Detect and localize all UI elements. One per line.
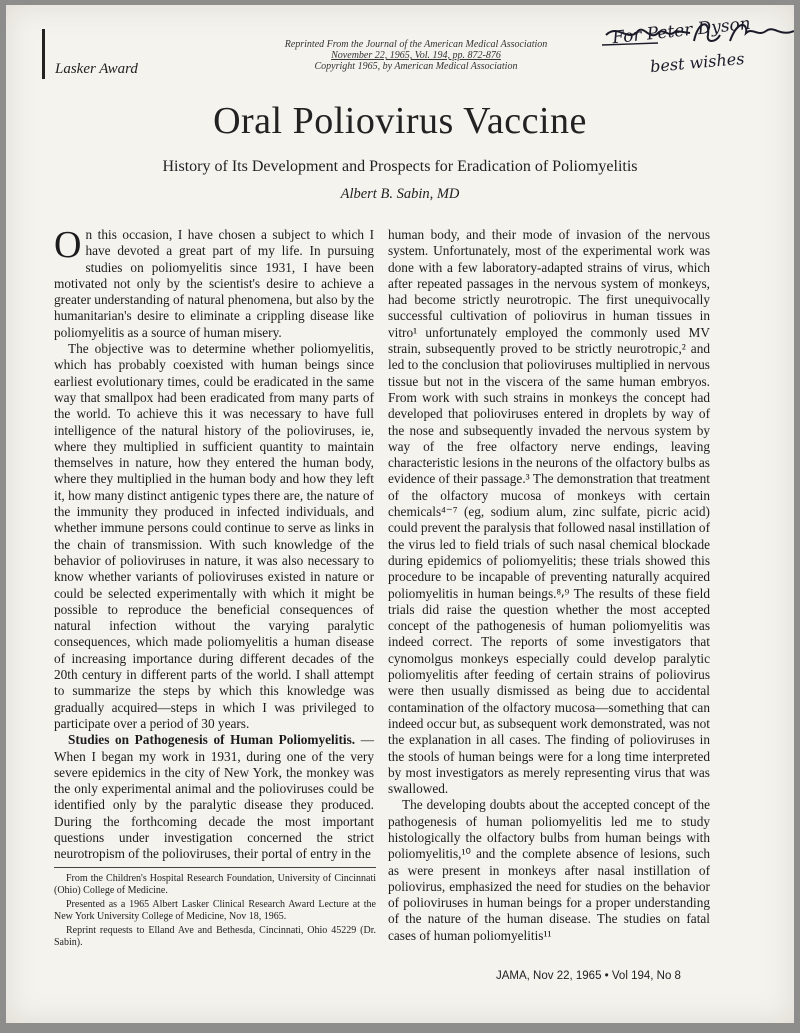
paragraph-text: n this occasion, I have chosen a subject to which I have devoted a great part of my life. In pursuing studies on poliomyelitis since 1931, I have been motivated not only by the scientist's desire to achieve a greater understanding of natural phenomena, but also by the humanitarian's desire to eliminate a crippling disease like poliomyelitis as a source of human misery.: [54, 227, 374, 340]
article-author: Albert B. Sabin, MD: [340, 186, 460, 202]
footnote: From the Children's Hospital Research Foundation, University of Cincinnati (Ohio) College of Medicine.: [54, 873, 376, 896]
paragraph-text: —When I began my work in 1931, during one of the very severe epidemics in the city of New York, the monkey was the only experimental animal and the polioviruses could be identified only by the paralytic disease they produced. During the forthcoming decade the most important questions under investigation concerned the strict neurotropism of the polioviruses, their portal of entry in the: [54, 732, 375, 862]
section-heading: Studies on Pathogenesis of Human Poliomyelitis.: [68, 732, 356, 748]
document-page: [6, 5, 794, 1023]
reprint-citation: November 22, 1965, Vol. 194, pp. 872-876: [331, 50, 501, 61]
reprint-notice: [246, 39, 586, 72]
footnote-divider: [54, 867, 376, 868]
journal-footer: JAMA, Nov 22, 1965 • Vol 194, No 8: [496, 970, 681, 982]
paragraph: [54, 732, 374, 862]
paragraph: The developing doubts about the accepted concept of the pathogenesis of human poliomyelitis led me to study histologically the olfactory bulbs from human beings with poliomyelitis,¹⁰ and the complete absence of lesions, such as were present in monkeys after nasal instillation of poliovirus, emphasized the need for studies on the behavior of polioviruses in human beings for a proper understanding of the nature of the human disease. The studies on fatal cases of human poliomyelitis¹¹: [388, 797, 710, 943]
reprint-line: Reprinted From the Journal of the American Medical Association: [284, 39, 548, 50]
footnotes: [54, 873, 376, 951]
inscription-wishes: best wishes: [649, 48, 746, 77]
handwritten-inscription: [598, 13, 794, 109]
inscription-dedication: For Peter Dyson: [611, 13, 752, 49]
article-subtitle: History of Its Development and Prospects for Eradication of Poliomyelitis: [162, 158, 638, 175]
footnote: Presented as a 1965 Albert Lasker Clinical Research Award Lecture at the New York University College of Medicine, Nov 18, 1965.: [54, 899, 376, 922]
left-column: [54, 224, 375, 863]
section-label: Lasker Award: [55, 61, 138, 77]
article-title: Oral Poliovirus Vaccine: [213, 100, 587, 142]
paragraph: The objective was to determine whether poliomyelitis, which has probably coexisted with human beings since earliest evolutionary times, could be eradicated in the same way that smallpox had been eradicated from many parts of the world. To achieve this it was necessary to have full intelligence of the natural history of the polioviruses, ie, where they multiplied in sufficient quantity to maintain themselves in nature, how they entered the human body, where they multiplied in the human body and how they left it, how many distinct antigenic types there are, the nature of the immunity they produced in infected individuals, and whether immune persons could continue to serve as links in the chain of transmission. With such knowledge of the behavior of polioviruses in nature, it was also necessary to know whether variants of polioviruses existed in nature or could be selected experimentally with which it might be possible to reproduce the beneficial consequences of natural infection without the varying paralytic consequences, which made poliomyelitis a human disease of increasing importance during different decades of the 20th century in different parts of the world. I shall attempt to summarize the steps by which this knowledge was gradually acquired—steps in which I was privileged to participate over a period of 30 years.: [54, 341, 374, 731]
paragraph: [54, 224, 374, 341]
margin-bracket: [42, 29, 45, 79]
paragraph: human body, and their mode of invasion of the nervous system. Unfortunately, most of the experimental work was done with a few laboratory-adapted strains of virus, which after repeated passages in the nervous system of monkeys, had become strictly neurotropic. The first unequivocally successful cultivation of poliovirus in human tissues in vitro¹ unfortunately employed the commonly used MV strain, subsequently proved to be strictly neurotropic,² and led to the conclusion that polioviruses multiplied in nervous tissue but not in the viscera of the same human embryos. From work with such strains in monkeys the concept had developed that polioviruses entered in droplets by way of the nose and subsequently invaded the nervous system by way of the free olfactory nerve endings, leaving characteristic lesions in the neurons of the olfactory bulbs as evidence of their passage.³ The demonstration that treatment of the olfactory mucosa of monkeys with certain chemicals⁴⁻⁷ (eg, sodium alum, zinc sulfate, picric acid) could prevent the paralysis that followed nasal instillation of the virus led to field trials of such nasal chemical blockade during epidemics of poliomyelitis; these trials showed this procedure to be incapable of preventing naturally acquired poliomyelitis in human beings.⁸⸴⁹ The results of these field trials did raise the question whether the most accepted concept of the pathogenesis of human poliomyelitis was indeed correct. The reports of some investigators that cynomolgus monkeys especially could develop paralytic poliomyelitis after feeding of certain strains of poliovirus were then usually dismissed as being due to accidental contamination of the olfactory mucosa—something that can indeed occur but, as subsequent work demonstrated, was not the explanation in all cases. The finding of polioviruses in the stools of human beings were for a long time interpreted by most investigators as merely representing virus that was swallowed.: [388, 227, 711, 797]
footnote: Reprint requests to Elland Ave and Bethesda, Cincinnati, Ohio 45229 (Dr. Sabin).: [54, 925, 376, 948]
right-column: [388, 227, 710, 944]
drop-cap: O: [54, 224, 82, 266]
copyright-line: Copyright 1965, by American Medical Association: [314, 61, 518, 72]
